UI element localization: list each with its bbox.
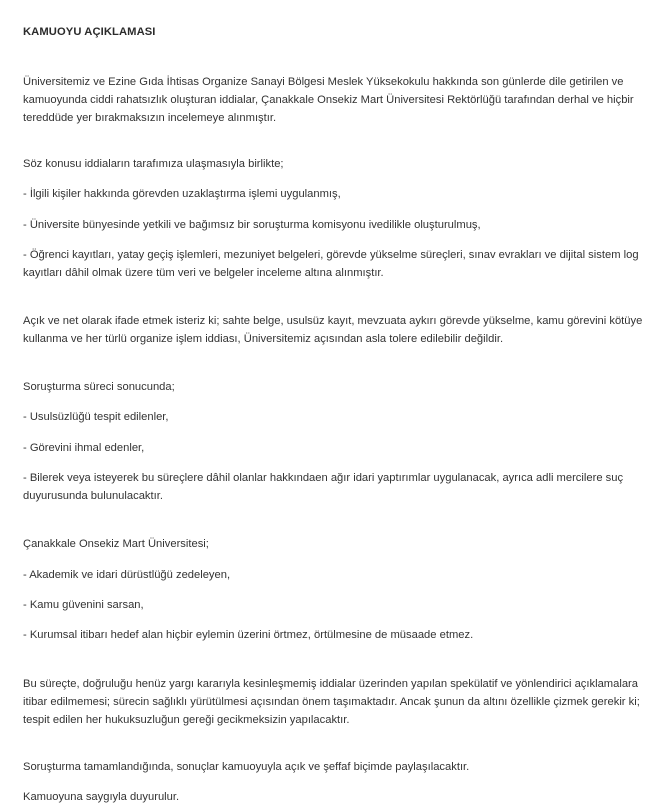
- paragraph-zero-tolerance: Açık ve net olarak ifade etmek isteriz ki; sahte belge, usulsüz kayıt, mevzuata aykırı görevde yükselme, kamu görevini kötüye kullanma ve her türlü organize işlem iddiası, Üniversitemiz açısından asla tolere edilebilir değildir.: [23, 315, 643, 345]
- list-item-negligence: - Görevini ihmal edenler,: [23, 442, 145, 454]
- list-item-reputation: - Kurumsal itibarı hedef alan hiçbir eylemin üzerini örtmez, örtülmesine de müsaade etmez.: [23, 629, 474, 641]
- paragraph-university-stance: Çanakkale Onsekiz Mart Üniversitesi;: [23, 538, 209, 550]
- list-item-integrity: - Akademik ve idari dürüstlüğü zedeleyen,: [23, 569, 231, 581]
- list-item-public-trust: - Kamu güvenini sarsan,: [23, 599, 144, 611]
- list-item-commission: - Üniversite bünyesinde yetkili ve bağımsız bir soruşturma komisyonu ivedilikle oluşturulmuş,: [23, 219, 481, 231]
- paragraph-transparency: Soruşturma tamamlandığında, sonuçlar kamuoyuyla açık ve şeffaf biçimde paylaşılacaktır.: [23, 761, 470, 773]
- list-item-sanctions: - Bilerek veya isteyerek bu süreçlere dâhil olanlar hakkındaen ağır idari yaptırımlar uygulanacak, ayrıca adli mercilere suç duyurusunda bulunulacaktır.: [23, 472, 624, 502]
- paragraph-measures-intro: Söz konusu iddiaların tarafımıza ulaşmasıyla birlikte;: [23, 158, 284, 170]
- paragraph-speculation-warning: Bu süreçte, doğruluğu henüz yargı kararıyla kesinleşmemiş iddialar üzerinden yapılan spekülatif ve yönlendirici açıklamalara itibar edilmemesi; sürecin sağlıklı yürütülmesi açısından önem taşımaktadır. Ancak şunun da altını özellikle çizmek gerekir ki; tespit edilen her hukuksuzluğun gereği gecikmeksizin yapılacaktır.: [23, 678, 640, 726]
- list-item-irregularities: - Usulsüzlüğü tespit edilenler,: [23, 411, 169, 423]
- list-item-suspension: - İlgili kişiler hakkında görevden uzaklaştırma işlemi uygulanmış,: [23, 188, 341, 200]
- paragraph-investigation-result: Soruşturma süreci sonucunda;: [23, 381, 175, 393]
- paragraph-closing: Kamuoyuna saygıyla duyurulur.: [23, 791, 180, 803]
- paragraph-intro: Üniversitemiz ve Ezine Gıda İhtisas Organize Sanayi Bölgesi Meslek Yüksekokulu hakkında son günlerde dile getirilen ve kamuoyunda ciddi rahatsızlık oluşturan iddialar, Çanakkale Onsekiz Mart Üniversitesi Rektörlüğü tarafından derhal ve hiçbir tereddüde yer bırakmaksızın incelemeye alınmıştır.: [23, 76, 634, 124]
- document-title: KAMUOYU AÇIKLAMASI: [23, 26, 156, 38]
- list-item-records-review: - Öğrenci kayıtları, yatay geçiş işlemleri, mezuniyet belgeleri, görevde yükselme süreçleri, sınav evrakları ve dijital sistem log kayıtları dâhil olmak üzere tüm veri ve belgeler inceleme altına alınmıştır.: [23, 249, 639, 279]
